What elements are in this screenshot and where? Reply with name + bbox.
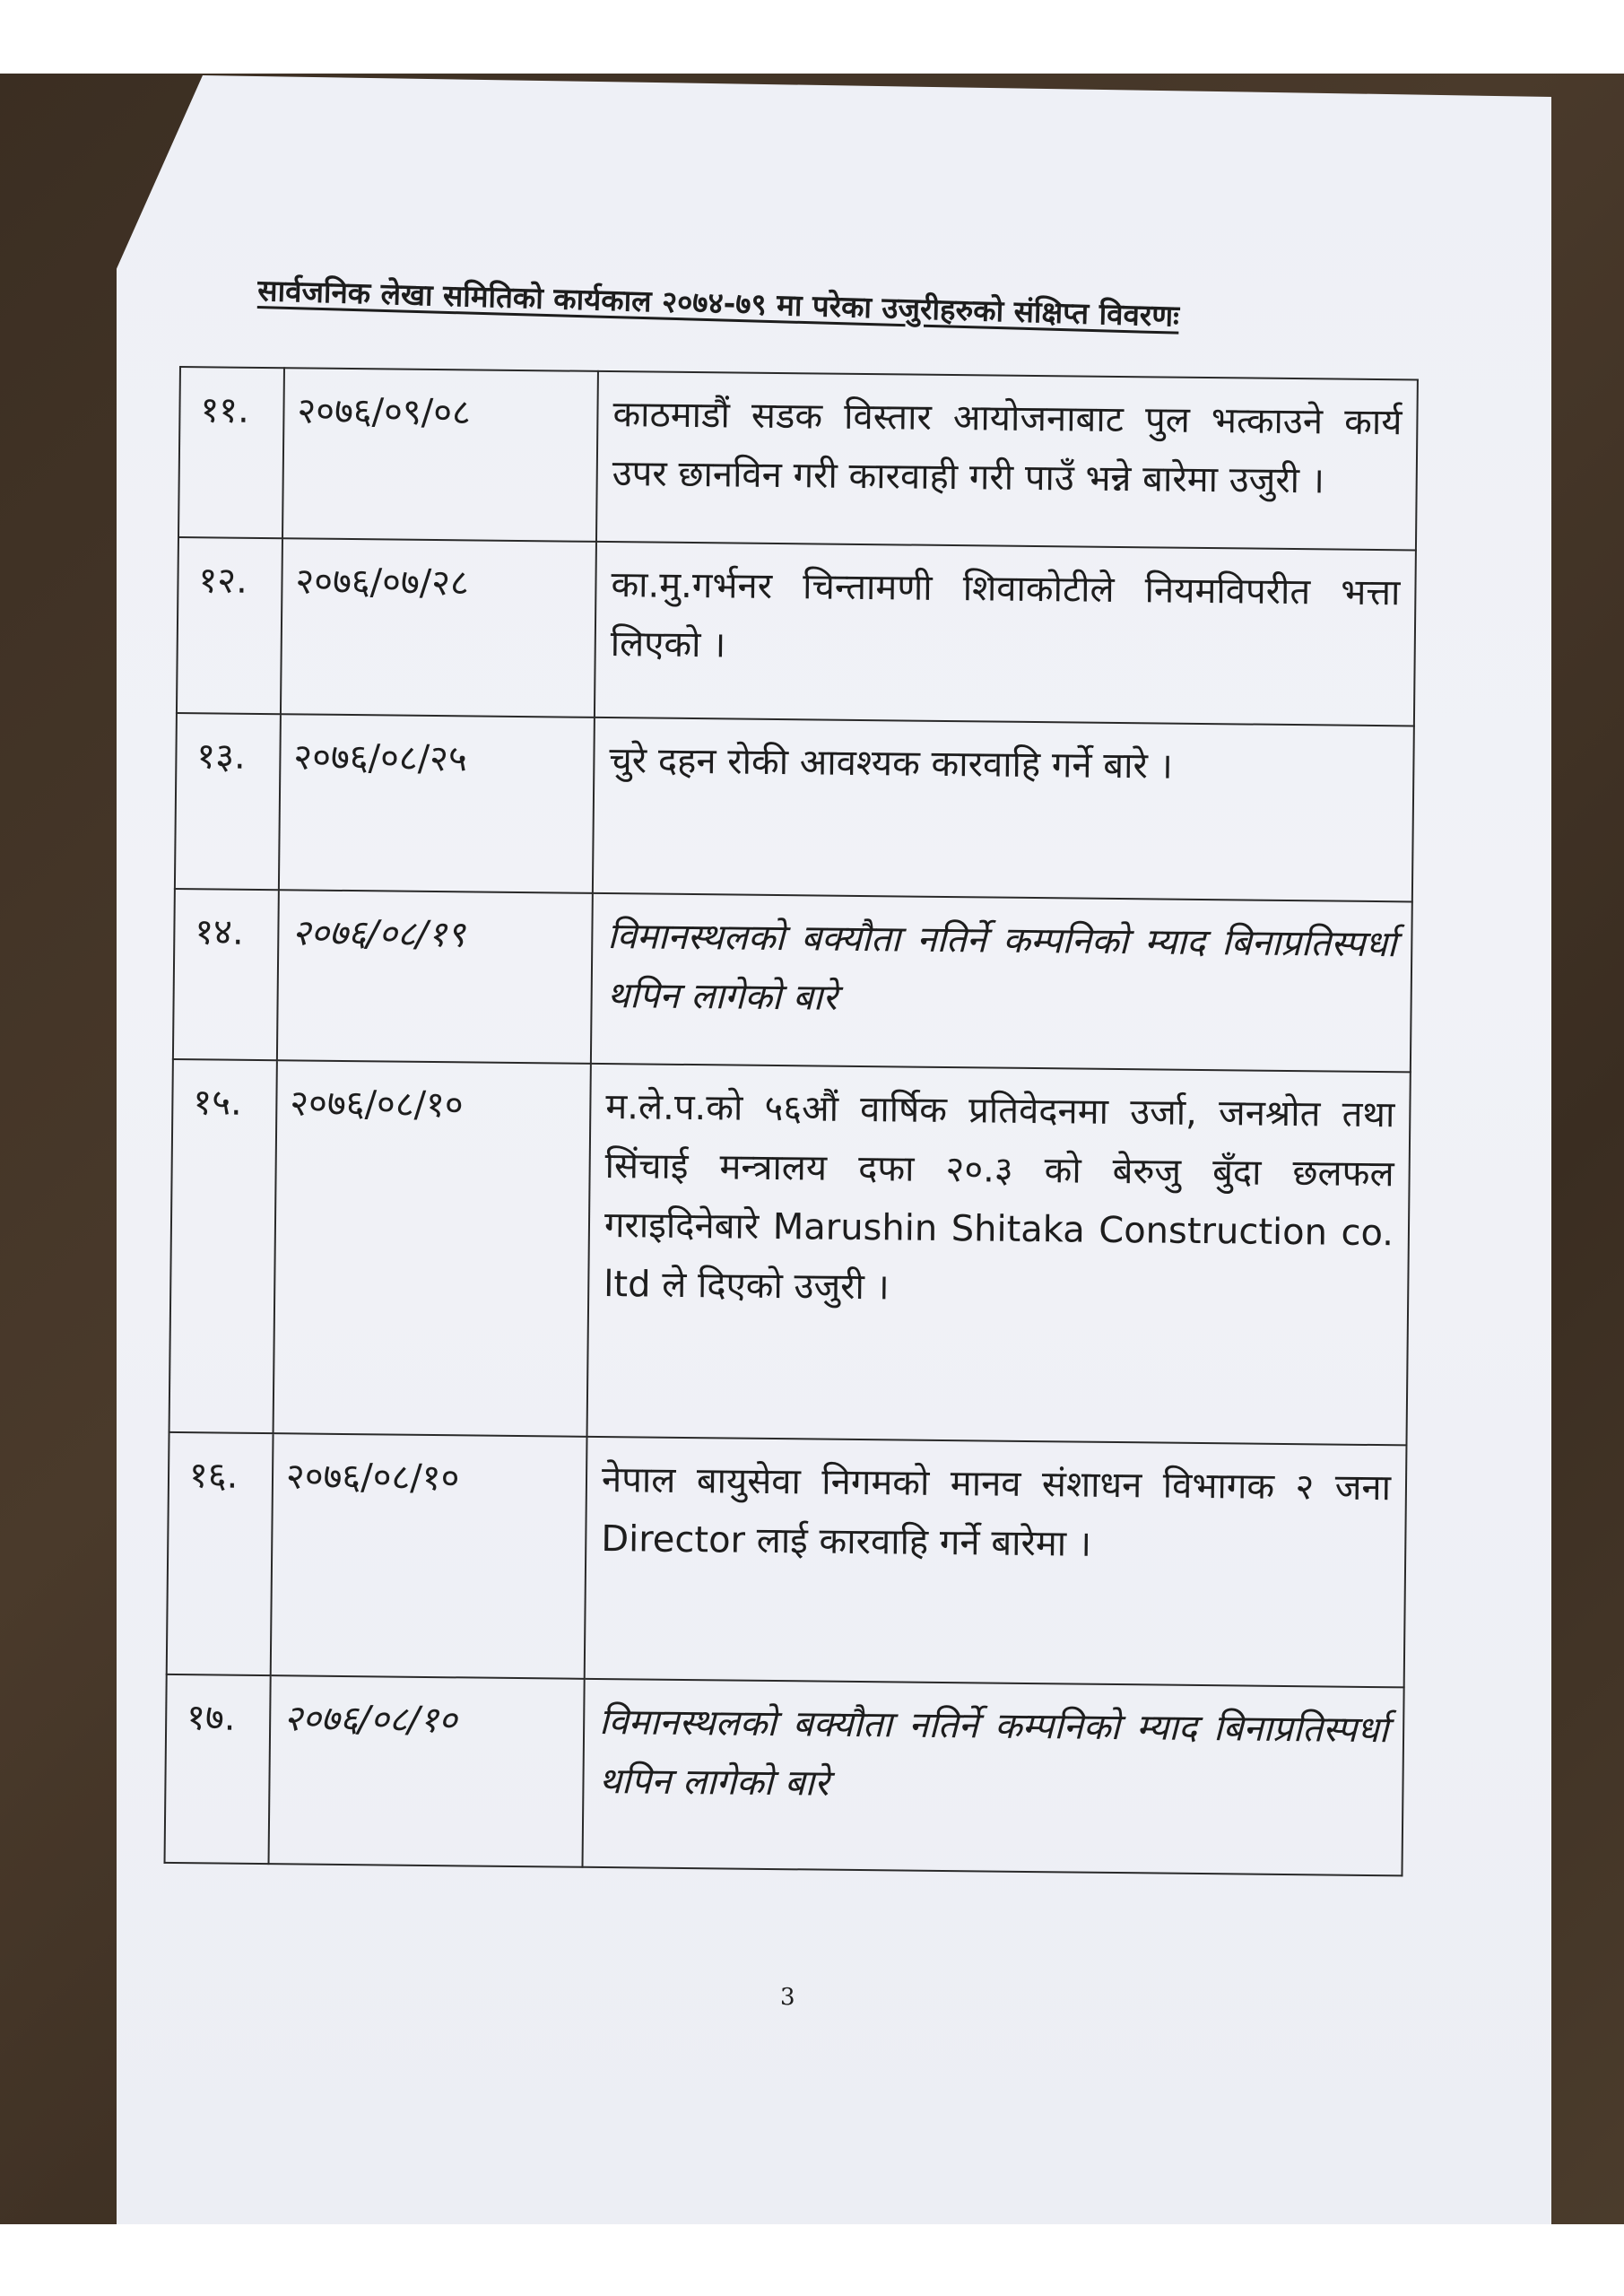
table-row [169,1059,1411,1445]
serial-cell: ११. [178,367,284,538]
date-cell: २०७६/०८/२५ [279,714,595,893]
serial-cell: १६. [167,1432,274,1675]
description-cell: नेपाल बायुसेवा निगमको मानव संशाधन विभागक २ जना Director लाई कारवाहि गर्ने बारेमा । [585,1437,1407,1688]
complaints-table-wrapper [164,366,1419,1876]
date-cell: २०७६/०८/१० [269,1675,585,1867]
table-row [165,1674,1404,1875]
date-cell: २०७६/०७/२८ [281,538,596,718]
description-cell: विमानस्थलको बक्यौता नतिर्ने कम्पनिको म्याद बिनाप्रतिस्पर्धा थपिन लागेको बारे [591,893,1412,1073]
serial-cell: १३. [175,713,281,890]
description-cell: का.मु.गर्भनर चिन्तामणी शिवाकोटीले नियमविपरीत भत्ता लिएको । [595,542,1416,726]
serial-cell: १२. [177,537,282,714]
description-cell: म.ले.प.को ५६औं वार्षिक प्रतिवेदनमा उर्जा, जनश्रोत तथा सिंचाई मन्त्रालय दफा २०.३ को बेरुजु बुँदा छलफल गराइदिनेबारे Marushin Shitaka Construction co. ltd ले दिएको उजुरी । [587,1064,1411,1446]
serial-cell: १७. [165,1674,271,1864]
document-heading: सार्वजनिक लेखा समितिको कार्यकाल २०७४-७९ मा परेका उजुरीहरुको संक्षिप्त विवरणः [256,272,1180,334]
table-row [178,367,1418,550]
date-cell: २०७६/०८/१९ [277,890,593,1064]
date-cell: २०७६/०८/१० [274,1060,591,1437]
description-cell: चुरे दहन रोकी आवश्यक कारवाहि गर्ने बारे । [593,718,1414,902]
table-row [177,537,1416,726]
complaints-table [164,366,1419,1876]
serial-cell: १५. [169,1059,277,1433]
date-cell: २०७६/०८/१० [271,1433,587,1679]
date-cell: २०७६/०९/०८ [282,368,598,542]
serial-cell: १४. [173,889,279,1060]
table-row [175,713,1414,901]
description-cell: काठमाडौं सडक विस्तार आयोजनाबाट पुल भत्काउने कार्य उपर छानविन गरी कारवाही गरी पाउँ भन्ने बारेमा उजुरी । [596,371,1418,551]
table-row [167,1432,1407,1687]
page-number: 3 [780,1984,795,2011]
table-row [173,889,1412,1072]
description-cell: विमानस्थलको बक्यौता नतिर्ने कम्पनिको म्याद बिनाप्रतिस्पर्धा थपिन लागेको बारे [582,1679,1403,1876]
